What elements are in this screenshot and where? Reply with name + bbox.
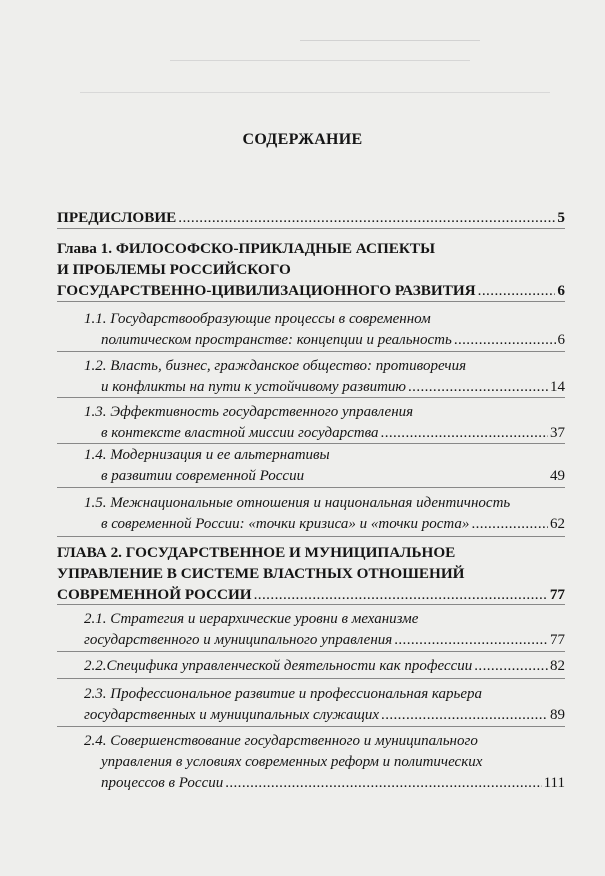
toc-line: 1.4. Модернизация и ее альтернативы (84, 447, 330, 463)
toc-line: 1.5. Межнациональные отношения и национальная идентичность (84, 495, 511, 511)
underline (57, 651, 565, 652)
underline (57, 397, 565, 398)
dot-leader (474, 656, 548, 677)
toc-line (84, 466, 565, 487)
toc-line: ГЛАВА 2. ГОСУДАРСТВЕННОЕ И МУНИЦИПАЛЬНОЕ (57, 544, 456, 561)
toc-line (57, 207, 565, 228)
page-number: 82 (550, 658, 565, 674)
underline (57, 726, 565, 727)
underline (57, 443, 565, 444)
toc-label: политическом пространстве: концепции и реальность (101, 332, 452, 348)
toc-entry-preface (57, 207, 565, 228)
toc-line (84, 330, 565, 351)
toc-entry-1-1 (84, 309, 565, 351)
page-number: 14 (550, 379, 565, 395)
toc-label: 2.2.Специфика управленческой деятельности как профессии (84, 658, 473, 674)
toc-line: Глава 1. ФИЛОСОФСКО-ПРИКЛАДНЫЕ АСПЕКТЫ (57, 240, 435, 257)
page-number: 6 (557, 282, 565, 299)
toc-line (57, 280, 565, 301)
toc-label: в развитии современной России (101, 468, 305, 484)
toc-line (84, 630, 565, 651)
toc-line: 2.4. Совершенствование государственного и муниципального (84, 733, 478, 749)
toc-entry-chapter-1 (57, 238, 565, 301)
underline (57, 536, 565, 537)
toc-line (84, 773, 565, 794)
page-number: 77 (550, 632, 565, 648)
page-number: 89 (550, 707, 565, 723)
toc-line (84, 656, 565, 677)
toc-label: государственного и муниципального управления (84, 632, 393, 648)
toc-line (84, 514, 565, 535)
page-number: 37 (550, 425, 565, 441)
page-number: 62 (550, 516, 565, 532)
toc-line: 1.2. Власть, бизнес, гражданское общество: противоречия (84, 358, 467, 374)
page-title: СОДЕРЖАНИЕ (242, 131, 363, 148)
dot-leader (381, 705, 548, 726)
toc-label: ГОСУДАРСТВЕННО-ЦИВИЛИЗАЦИОННОГО РАЗВИТИЯ (57, 282, 476, 299)
page-number: 5 (557, 209, 565, 226)
toc-label: ПРЕДИСЛОВИЕ (57, 209, 177, 226)
toc-line (84, 705, 565, 726)
toc-entry-1-4 (84, 445, 565, 487)
dot-leader (178, 207, 555, 228)
toc-entry-chapter-2 (57, 542, 565, 605)
toc-entry-1-3 (84, 402, 565, 444)
toc-line: 2.3. Профессиональное развитие и профессиональная карьера (84, 686, 483, 702)
toc-line (84, 377, 565, 398)
toc-label: СОВРЕМЕННОЙ РОССИИ (57, 586, 252, 603)
toc-label: и конфликты на пути к устойчивому развитию (101, 379, 407, 395)
toc-line: И ПРОБЛЕМЫ РОССИЙСКОГО (57, 261, 291, 278)
bleed-through-line (300, 40, 480, 41)
dot-leader (478, 280, 556, 301)
toc-label: в современной России: «точки кризиса» и «точки роста» (101, 516, 470, 532)
dot-leader (454, 330, 556, 351)
toc-line (57, 584, 565, 605)
toc-label: процессов в России (101, 775, 224, 791)
page-number: 6 (557, 332, 565, 348)
toc-label: государственных и муниципальных служащих (84, 707, 380, 723)
bleed-through-line (80, 92, 550, 93)
toc-entry-2-2 (84, 656, 565, 677)
dot-leader (471, 514, 548, 535)
dot-leader (254, 584, 548, 605)
underline (57, 678, 565, 679)
toc-line: 2.1. Стратегия и иерархические уровни в механизме (84, 611, 419, 627)
bleed-through-line (170, 60, 470, 61)
underline (57, 301, 565, 302)
dot-leader (381, 423, 548, 444)
toc-line: УПРАВЛЕНИЕ В СИСТЕМЕ ВЛАСТНЫХ ОТНОШЕНИЙ (57, 565, 465, 582)
toc-entry-2-1 (84, 609, 565, 651)
toc-line: 1.3. Эффективность государственного управления (84, 404, 414, 420)
toc-entry-1-2 (84, 356, 565, 398)
underline (57, 604, 565, 605)
dot-leader (225, 773, 541, 794)
underline (57, 351, 565, 352)
underline (57, 228, 565, 229)
toc-line: 1.1. Государствообразующие процессы в современном (84, 311, 431, 327)
underline (57, 487, 565, 488)
page-number: 111 (543, 775, 565, 791)
toc-line (84, 423, 565, 444)
toc-entry-2-3 (84, 684, 565, 726)
toc-line: управления в условиях современных реформ и политических (101, 754, 483, 770)
toc-label: в контексте властной миссии государства (101, 425, 379, 441)
dot-leader (408, 377, 548, 398)
page-number: 49 (550, 468, 565, 484)
toc-entry-2-4 (84, 731, 565, 794)
toc-entry-1-5 (84, 493, 565, 535)
page-number: 77 (549, 586, 565, 603)
dot-leader (394, 630, 548, 651)
